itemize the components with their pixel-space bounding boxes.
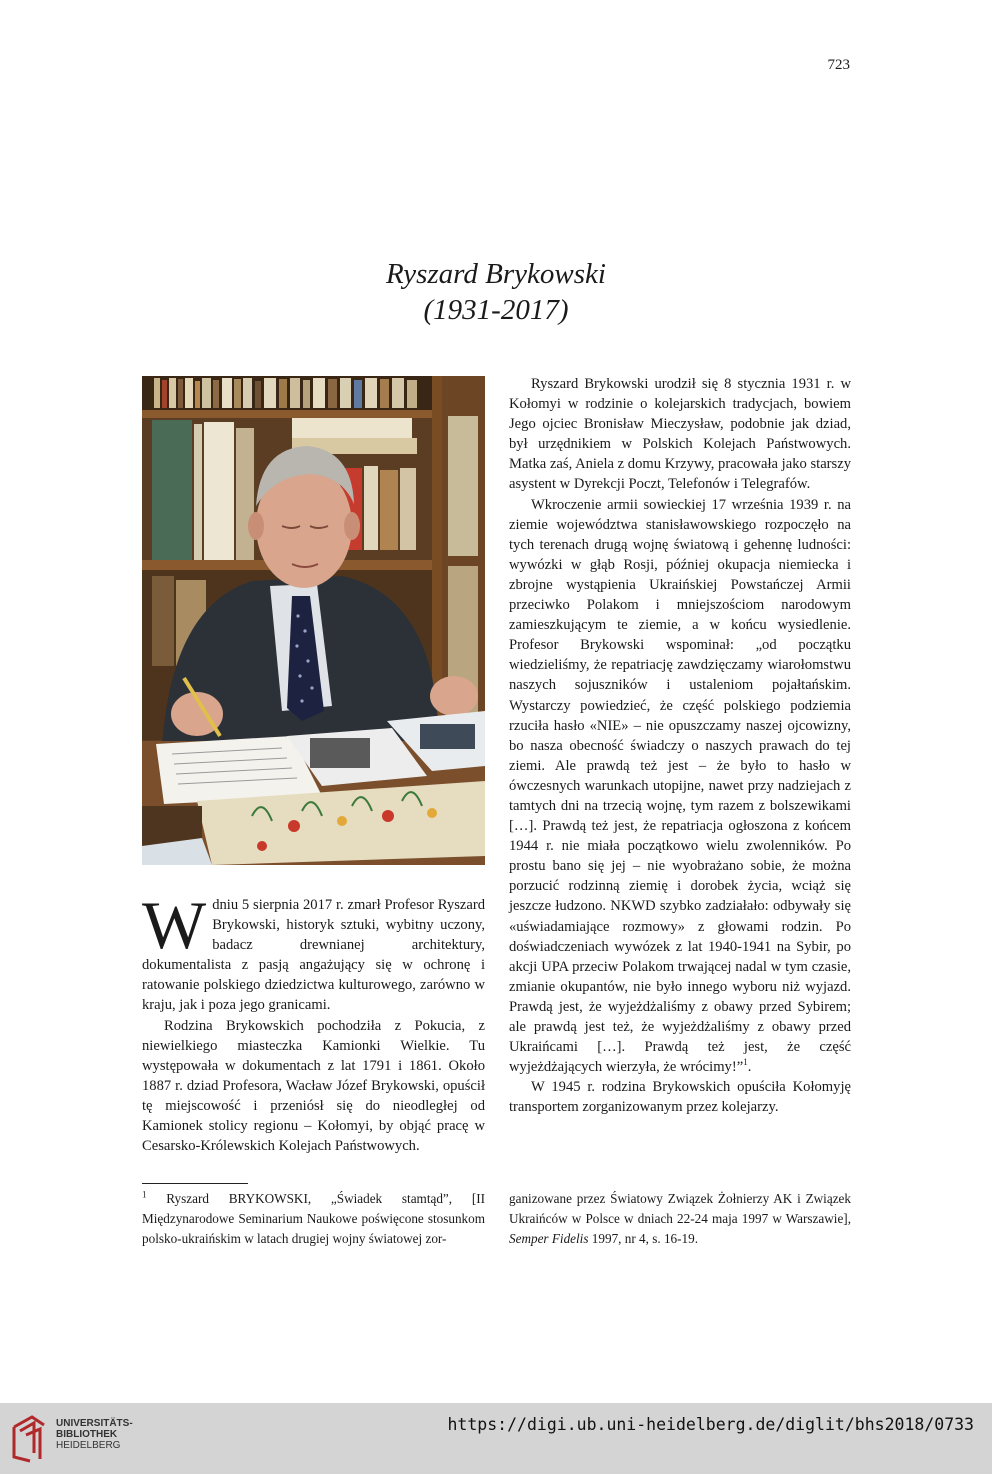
footnote-left-text: Ryszard BRYKOWSKI, „Świadek stamtąd”, [II Międzynarodowe Seminarium Naukowe poświęcone stosunkom polsko-ukraińskim w latach drugiej wojny światowej zor- — [142, 1191, 486, 1247]
footnote-rule — [142, 1183, 248, 1184]
title-years: (1931-2017) — [423, 294, 569, 326]
logo-line-1: UNIVERSITÄTS- — [56, 1418, 133, 1429]
left-paragraph-1 — [142, 887, 485, 1016]
footnote-number: 1 — [142, 1189, 147, 1200]
right-paragraph-1: Ryszard Brykowski urodził się 8 stycznia 1931 r. w Kołomyi w rodzinie o kolejarskich tradycjach, bowiem Jego ojciec Bronisław Mieczysław, podobnie jak dziad, był urzędnikiem w Polskich Kolejach Państwowych. Matka zaś, Aniela z domu Krzywy, pracowała jako starszy asystent w Dyrekcji Poczt, Telefonów i Telegrafów. — [509, 376, 851, 493]
source-url[interactable]: https://digi.ub.uni-heidelberg.de/diglit/bhs2018/0733 — [447, 1415, 974, 1434]
portrait-photo — [142, 376, 485, 865]
drop-cap: W — [142, 887, 207, 963]
footnote-ref: 1 — [743, 1057, 748, 1068]
right-paragraph-2-text: Wkroczenie armii sowieckiej 17 września 1939 r. na ziemie województwa stanisławowskiego rozpoczęło na tych terenach drugą wojnę światową i gehennę ludności: wywózki w głąb Rosji, później okupacja niemiecka i zbrojne wystąpienia Ukraińskiej Powstańczej Armii przeciwko Polakom i mniejszościom narodowym zamieszkującym te ziemie, a w końcu wysiedlenie. Profesor Brykowski wspominał: „od początku wiedzieliśmy, że repatriację zawdzięczamy wiarołomstwu naszych sojuszników i ustaleniom pojałtańskim. Wystarczy powiedzieć, że część polskiego podziemia rzuciła hasło «NIE» – nie opuszczamy naszej ojcowizny, bo nasza obecność świadczy o naszych prawach do tej ziemi. Ale prawdą też jest – że było to hasło w ówczesnych warunkach utopijne, nawet przy nadziejach z tamtych dni na trzecią wojnę, tym razem z bolszewikami […]. Prawdą też jest, że repatriacja ogłoszona z końcem 1944 r. nie miała początkowo wielu zwolenników. Po prostu bano się jej – nie wyobrażano sobie, że można porzucić rodzinną ziemię i dorobek życia, wciąż się jeszcze łudzono. NKWD szybko zadziałało: odbywały się «uświadamiające rozmowy» z głowami rodzin. Po doświadczeniach wywózek z lat 1940-1941 na Sybir, po akcji UPA przeciw Polakom trwającej nadal w tym czasie, zmianie okupantów, nie było innego wyboru niż wyjazd. Prawdą jest, że wyjeżdżaliśmy z obawy przed Sybirem; ale prawdą jest też, że wyjeżdżaliśmy z obawy przed Ukraińcami […]. Prawdą też jest, że część wyjeżdżających wierzyła, że wrócimy!” — [509, 496, 851, 1076]
right-column — [509, 374, 851, 1117]
left-paragraph-2: Rodzina Brykowskich pochodziła z Pokucia, z niewielkiego miasteczka Kamionki Wielkie. Tu występowała w dokumentach z lat 1791 i 1861. Około 1887 r. dziad Profesora, Wacław Józef Brykowski, opuścił tę miejscowość i przeniósł się do nieodległej od Kamionek stolicy regionu – Kołomyi, by objąć pracę w Cesarsko-Królewskich Kolejach Państwowych. — [142, 1017, 485, 1155]
logo-line-3: HEIDELBERG — [56, 1440, 121, 1451]
library-logo-icon — [10, 1413, 48, 1463]
right-paragraph-2 — [509, 495, 851, 1078]
library-logo-text — [56, 1418, 133, 1451]
footnote-right-text-a: ganizowane przez Światowy Związek Żołnierzy AK i Związek Ukraińców w Polsce w dniach 22-24 maja 1997 w Warszawie], — [509, 1191, 851, 1227]
right-paragraph-2-end: . — [747, 1059, 752, 1076]
footnote-right — [509, 1189, 851, 1250]
footnote-right-text-b: 1997, nr 4, s. 16-19. — [588, 1231, 699, 1247]
right-paragraph-3: W 1945 r. rodzina Brykowskich opuściła Kołomyję transportem zorganizowanym przez kolejarzy. — [509, 1079, 851, 1116]
footnote-left — [142, 1189, 485, 1250]
title-name: Ryszard Brykowski — [386, 258, 606, 290]
page-number: 723 — [827, 57, 850, 73]
logo-line-2: BIBLIOTHEK — [56, 1429, 118, 1440]
footer-bar — [0, 1403, 992, 1474]
left-paragraph-1-text: dniu 5 sierpnia 2017 r. zmarł Profesor Ryszard Brykowski, historyk sztuki, wybitny uczony, badacz drewnianej architektury, dokumentalista z pasją angażujący się w ochronę i ratowanie polskiego dziedzictwa kulturowego, zarówno w kraju, jak i poza jego granicami. — [142, 897, 485, 1014]
page-title — [0, 256, 992, 328]
left-column — [142, 887, 485, 1156]
footnote-journal: Semper Fidelis — [509, 1231, 589, 1247]
